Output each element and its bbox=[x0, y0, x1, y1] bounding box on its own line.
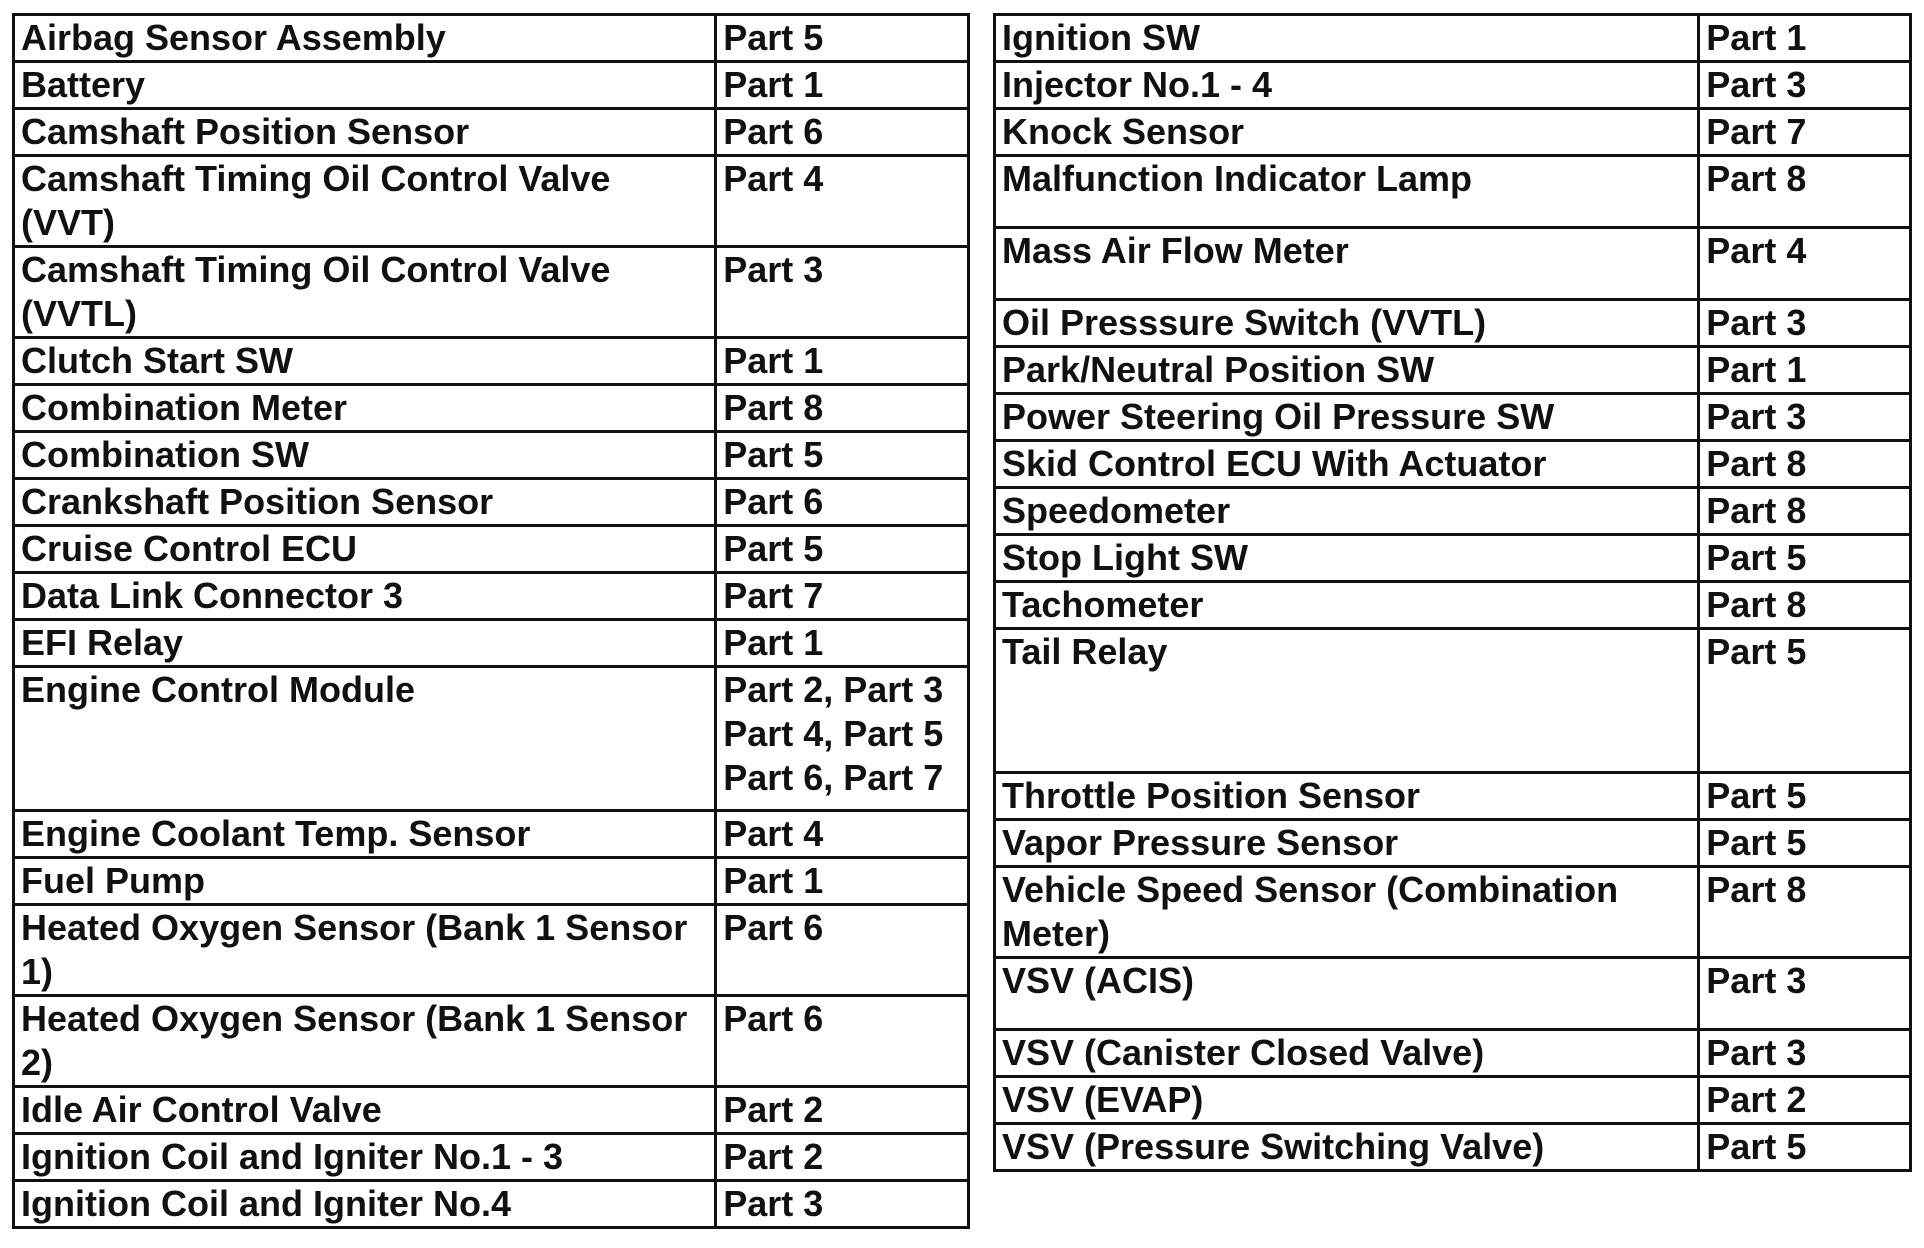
component-name-cell: VSV (EVAP) bbox=[995, 1077, 1699, 1124]
table-row bbox=[995, 156, 1911, 228]
component-name-cell: Clutch Start SW bbox=[14, 338, 716, 385]
part-reference-cell: Part 5 bbox=[716, 15, 969, 62]
table-row bbox=[995, 1030, 1911, 1077]
part-reference-cell: Part 3 bbox=[1699, 1030, 1911, 1077]
table-row bbox=[995, 488, 1911, 535]
table-row bbox=[14, 1087, 969, 1134]
part-reference-cell: Part 6 bbox=[716, 479, 969, 526]
table-row bbox=[14, 247, 969, 338]
component-name-cell: Knock Sensor bbox=[995, 109, 1699, 156]
component-name-cell: Ignition Coil and Igniter No.1 - 3 bbox=[14, 1134, 716, 1181]
table-row bbox=[14, 996, 969, 1087]
part-reference-cell: Part 3 bbox=[1699, 300, 1911, 347]
table-row bbox=[14, 811, 969, 858]
table-row bbox=[14, 156, 969, 247]
part-reference-cell: Part 4 bbox=[1699, 228, 1911, 300]
component-name-cell: VSV (ACIS) bbox=[995, 958, 1699, 1030]
part-reference-cell: Part 6 bbox=[716, 996, 969, 1087]
table-row bbox=[14, 109, 969, 156]
component-name-cell: EFI Relay bbox=[14, 620, 716, 667]
part-reference-cell: Part 1 bbox=[716, 858, 969, 905]
table-row bbox=[14, 432, 969, 479]
part-reference-cell: Part 3 bbox=[1699, 62, 1911, 109]
component-name-cell: Engine Control Module bbox=[14, 667, 716, 811]
component-name-cell: VSV (Pressure Switching Valve) bbox=[995, 1124, 1699, 1171]
table-row bbox=[14, 526, 969, 573]
part-reference-cell: Part 8 bbox=[716, 385, 969, 432]
component-name-cell: Malfunction Indicator Lamp bbox=[995, 156, 1699, 228]
part-reference-cell: Part 5 bbox=[1699, 535, 1911, 582]
table-row bbox=[995, 441, 1911, 488]
component-name-cell: Combination Meter bbox=[14, 385, 716, 432]
part-reference-cell: Part 3 bbox=[716, 247, 969, 338]
part-reference-cell: Part 4 bbox=[716, 156, 969, 247]
table-row bbox=[995, 535, 1911, 582]
part-reference-cell: Part 5 bbox=[1699, 629, 1911, 773]
part-reference-cell: Part 8 bbox=[1699, 867, 1911, 958]
table-row bbox=[14, 620, 969, 667]
component-name-cell: Camshaft Timing Oil Control Valve (VVT) bbox=[14, 156, 716, 247]
component-name-cell: Cruise Control ECU bbox=[14, 526, 716, 573]
part-reference-cell: Part 7 bbox=[1699, 109, 1911, 156]
component-name-cell: Data Link Connector 3 bbox=[14, 573, 716, 620]
table-row bbox=[14, 15, 969, 62]
component-name-cell: Camshaft Position Sensor bbox=[14, 109, 716, 156]
table-row bbox=[995, 1077, 1911, 1124]
table-row bbox=[995, 109, 1911, 156]
component-name-cell: Heated Oxygen Sensor (Bank 1 Sensor 1) bbox=[14, 905, 716, 996]
component-name-cell: Camshaft Timing Oil Control Valve (VVTL) bbox=[14, 247, 716, 338]
table-row bbox=[995, 347, 1911, 394]
table-row bbox=[995, 300, 1911, 347]
right-parts-table bbox=[993, 13, 1912, 1172]
table-row bbox=[995, 15, 1911, 62]
component-name-cell: Combination SW bbox=[14, 432, 716, 479]
table-row bbox=[14, 338, 969, 385]
part-reference-cell: Part 1 bbox=[716, 62, 969, 109]
component-name-cell: Engine Coolant Temp. Sensor bbox=[14, 811, 716, 858]
table-row bbox=[995, 582, 1911, 629]
part-reference-cell: Part 8 bbox=[1699, 582, 1911, 629]
part-reference-cell: Part 1 bbox=[716, 620, 969, 667]
part-reference-cell: Part 8 bbox=[1699, 488, 1911, 535]
table-row bbox=[995, 820, 1911, 867]
component-name-cell: Oil Presssure Switch (VVTL) bbox=[995, 300, 1699, 347]
part-reference-cell: Part 2 bbox=[716, 1087, 969, 1134]
table-row bbox=[14, 385, 969, 432]
part-reference-cell: Part 3 bbox=[1699, 394, 1911, 441]
component-name-cell: Injector No.1 - 4 bbox=[995, 62, 1699, 109]
component-name-cell: Fuel Pump bbox=[14, 858, 716, 905]
part-reference-cell: Part 1 bbox=[1699, 15, 1911, 62]
table-row bbox=[14, 1134, 969, 1181]
table-row bbox=[995, 629, 1911, 773]
component-name-cell: Idle Air Control Valve bbox=[14, 1087, 716, 1134]
part-reference-cell: Part 5 bbox=[1699, 820, 1911, 867]
table-row bbox=[995, 62, 1911, 109]
component-name-cell: Throttle Position Sensor bbox=[995, 773, 1699, 820]
part-reference-cell: Part 2, Part 3 Part 4, Part 5 Part 6, Part 7 bbox=[716, 667, 969, 811]
part-reference-cell: Part 5 bbox=[716, 432, 969, 479]
part-reference-cell: Part 5 bbox=[716, 526, 969, 573]
left-parts-table bbox=[12, 13, 970, 1229]
component-name-cell: Ignition Coil and Igniter No.4 bbox=[14, 1181, 716, 1228]
table-row bbox=[14, 858, 969, 905]
part-reference-cell: Part 4 bbox=[716, 811, 969, 858]
table-row bbox=[995, 228, 1911, 300]
component-name-cell: Heated Oxygen Sensor (Bank 1 Sensor 2) bbox=[14, 996, 716, 1087]
part-reference-cell: Part 5 bbox=[1699, 1124, 1911, 1171]
component-name-cell: Battery bbox=[14, 62, 716, 109]
component-name-cell: Mass Air Flow Meter bbox=[995, 228, 1699, 300]
part-reference-cell: Part 2 bbox=[716, 1134, 969, 1181]
part-reference-cell: Part 2 bbox=[1699, 1077, 1911, 1124]
component-name-cell: Tachometer bbox=[995, 582, 1699, 629]
table-row bbox=[995, 867, 1911, 958]
part-reference-cell: Part 3 bbox=[1699, 958, 1911, 1030]
component-name-cell: Vapor Pressure Sensor bbox=[995, 820, 1699, 867]
component-name-cell: VSV (Canister Closed Valve) bbox=[995, 1030, 1699, 1077]
part-reference-cell: Part 1 bbox=[716, 338, 969, 385]
component-name-cell: Park/Neutral Position SW bbox=[995, 347, 1699, 394]
part-reference-cell: Part 1 bbox=[1699, 347, 1911, 394]
part-reference-cell: Part 6 bbox=[716, 109, 969, 156]
component-name-cell: Airbag Sensor Assembly bbox=[14, 15, 716, 62]
table-row bbox=[14, 667, 969, 811]
part-reference-cell: Part 8 bbox=[1699, 441, 1911, 488]
component-name-cell: Crankshaft Position Sensor bbox=[14, 479, 716, 526]
table-row bbox=[995, 958, 1911, 1030]
table-row bbox=[14, 1181, 969, 1228]
part-reference-cell: Part 6 bbox=[716, 905, 969, 996]
component-name-cell: Speedometer bbox=[995, 488, 1699, 535]
table-row bbox=[14, 905, 969, 996]
part-reference-cell: Part 8 bbox=[1699, 156, 1911, 228]
part-reference-cell: Part 5 bbox=[1699, 773, 1911, 820]
part-reference-cell: Part 3 bbox=[716, 1181, 969, 1228]
table-row bbox=[995, 394, 1911, 441]
table-row bbox=[995, 1124, 1911, 1171]
table-row bbox=[14, 479, 969, 526]
component-name-cell: Stop Light SW bbox=[995, 535, 1699, 582]
component-name-cell: Power Steering Oil Pressure SW bbox=[995, 394, 1699, 441]
component-name-cell: Ignition SW bbox=[995, 15, 1699, 62]
component-name-cell: Skid Control ECU With Actuator bbox=[995, 441, 1699, 488]
table-row bbox=[14, 573, 969, 620]
component-name-cell: Tail Relay bbox=[995, 629, 1699, 773]
table-row bbox=[995, 773, 1911, 820]
table-row bbox=[14, 62, 969, 109]
component-name-cell: Vehicle Speed Sensor (Combination Meter) bbox=[995, 867, 1699, 958]
part-reference-cell: Part 7 bbox=[716, 573, 969, 620]
